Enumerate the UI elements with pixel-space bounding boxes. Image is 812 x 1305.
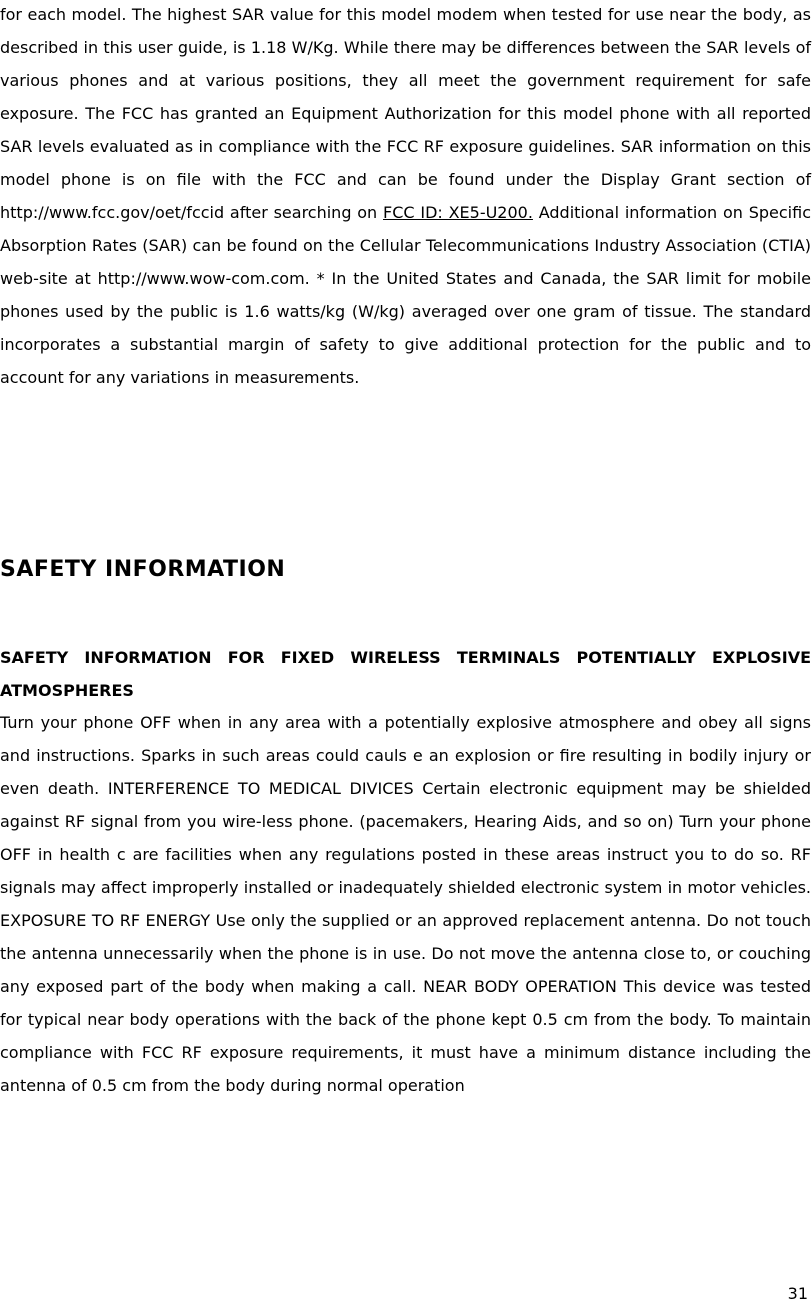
safety-info-paragraph: Turn your phone OFF when in any area with a potentially explosive atmosphere and obey all signs and instructions. Sparks in such areas could cauls e an explosion or fire resulting in bodily injury or even death. INTERFERENCE TO MEDICAL DIVICES Certain electronic equipment may be shielded against RF signal from you wire-less phone. (pacemakers, Hearing Aids, and so on) Turn your phone OFF in health c are facilities when any regulations posted in these areas instruct you to do so. RF signals may affect improperly installed or inadequately shielded electronic system in motor vehicles. EXPOSURE TO RF ENERGY Use only the supplied or an approved replacement antenna. Do not touch the antenna unnecessarily when the phone is in use. Do not move the antenna close to, or couching any exposed part of the body when making a call. NEAR BODY OPERATION This device was tested for typical near body operations with the back of the phone kept 0.5 cm from the body. To maintain compliance with FCC RF exposure requirements, it must have a minimum distance including the antenna of 0.5 cm from the body during normal operation <box>0 713 811 1095</box>
sar-text-part2: Additional information on Specific Absorption Rates (SAR) can be found on the Cellular Telecommunications Industry Association (CTIA) web-site at http://www.wow-com.com. * In the United States and Canada, the SAR limit for mobile phones used by the public is 1.6 watts/kg (W/kg) averaged over one gram of tissue. The standard incorporates a substantial margin of safety to give additional protection for the public and to account for any variations in measurements. <box>0 203 811 387</box>
sar-text-part1: for each model. The highest SAR value for this model modem when tested for use near the body, as described in this user guide, is 1.18 W/Kg. While there may be differences between the SAR levels of various phones and at various positions, they all meet the government requirement for safe exposure. The FCC has granted an Equipment Authorization for this model phone with all reported SAR levels evaluated as in compliance with the FCC RF exposure guidelines. SAR information on this model phone is on file with the FCC and can be found under the Display Grant section of http://www.fcc.gov/oet/fccid after searching on <box>0 5 811 222</box>
section-title: SAFETY INFORMATION <box>0 557 286 582</box>
subheading: SAFETY INFORMATION FOR FIXED WIRELESS TERMINALS POTENTIALLY EXPLOSIVE ATMOSPHERES <box>0 648 811 700</box>
fcc-id-text: FCC ID: XE5-U200. <box>383 203 533 222</box>
sar-info-paragraph <box>0 0 811 394</box>
page-number: 31 <box>787 1284 808 1303</box>
